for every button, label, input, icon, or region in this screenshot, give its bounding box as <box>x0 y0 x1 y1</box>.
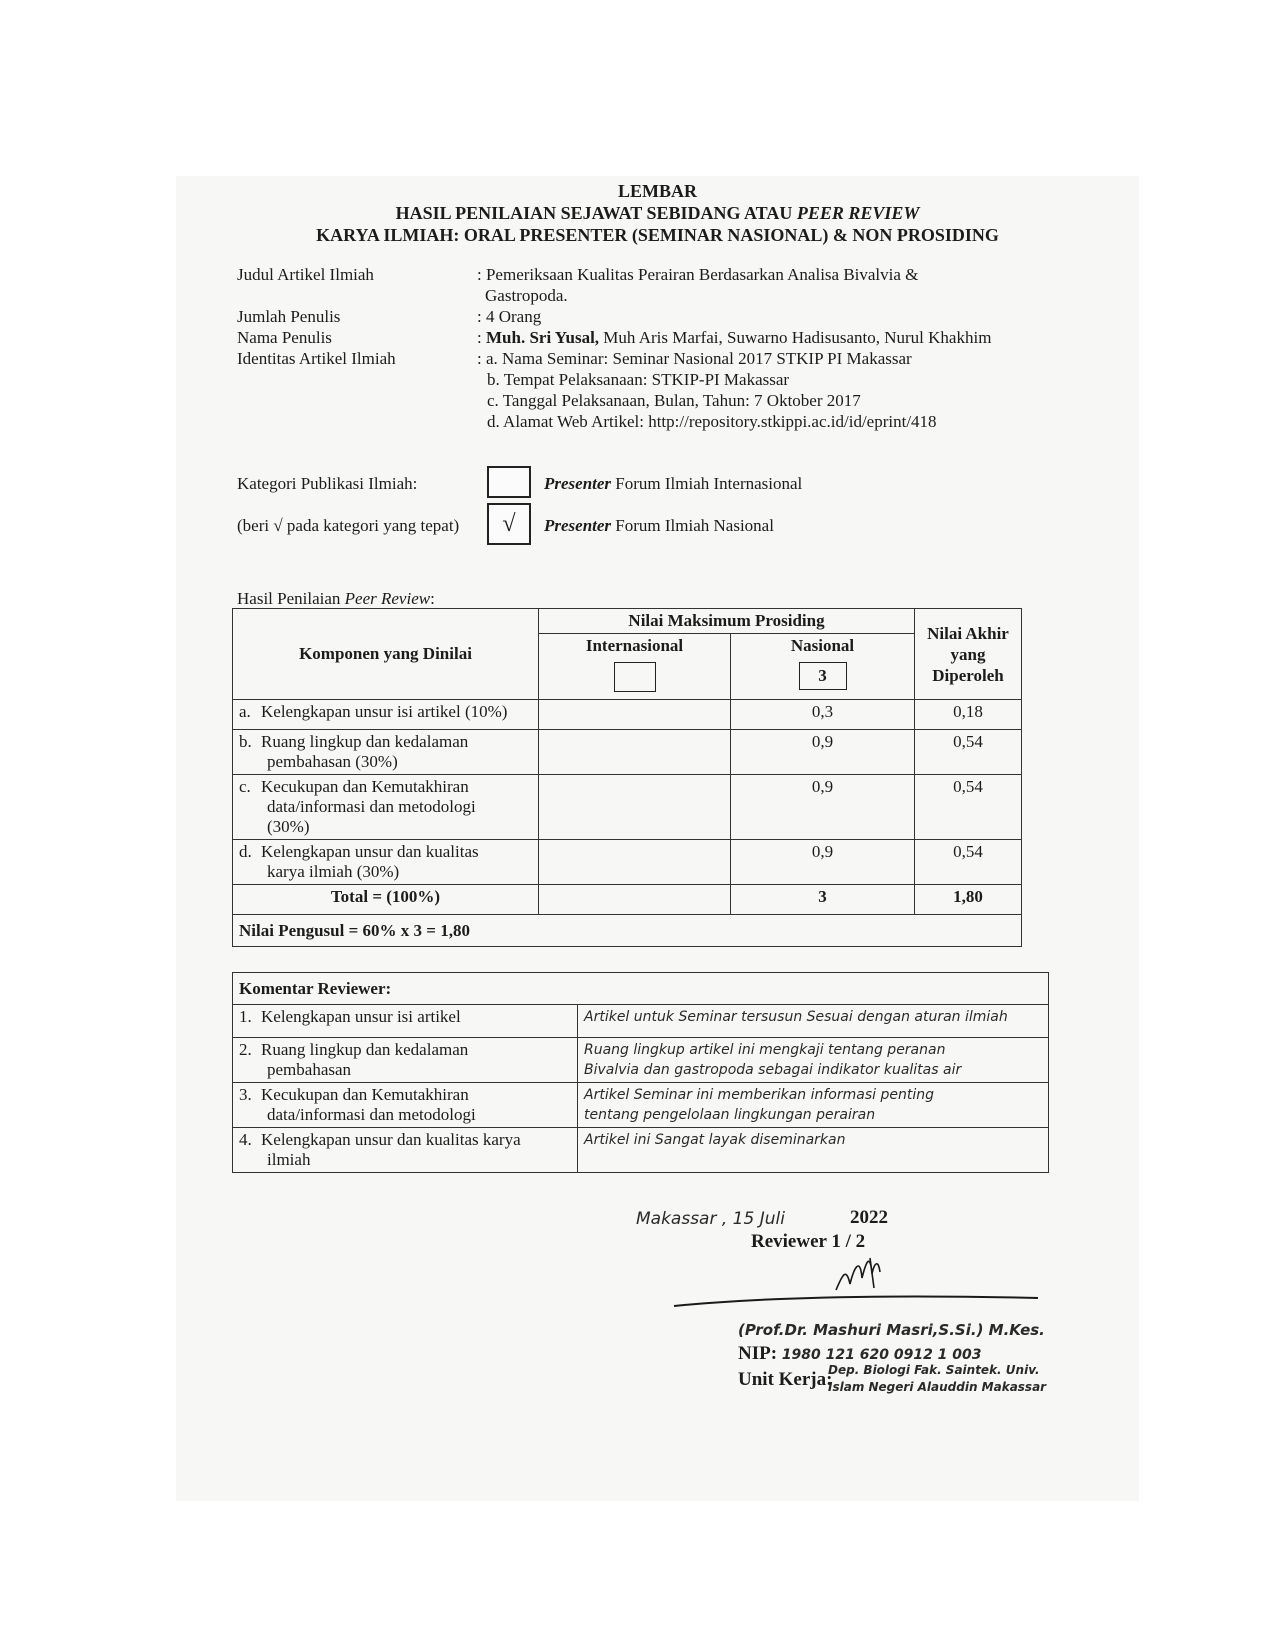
row-b-internasional <box>539 730 731 775</box>
kategori-option-international: Presenter Forum Ilmiah Internasional <box>544 474 803 493</box>
judul-label: Judul Artikel Ilmiah <box>237 265 374 284</box>
identitas-b: b. Tempat Pelaksanaan: STKIP-PI Makassar <box>487 370 790 389</box>
total-nasional: 3 <box>731 885 915 915</box>
head-nasional: Nasional 3 <box>731 634 915 700</box>
identitas-c: c. Tanggal Pelaksanaan, Bulan, Tahun: 7 Oktober 2017 <box>487 391 861 410</box>
row-b-akhir: 0,54 <box>915 730 1022 775</box>
komentar-1-handwritten: Artikel untuk Seminar tersusun Sesuai dengan aturan ilmiah <box>578 1005 1049 1038</box>
nilai-pengusul: Nilai Pengusul = 60% x 3 = 1,80 <box>233 915 1022 947</box>
komentar-4-handwritten: Artikel ini Sangat layak diseminarkan <box>578 1128 1049 1173</box>
internasional-score-box <box>614 662 656 692</box>
row-d-internasional <box>539 840 731 885</box>
row-c-nasional: 0,9 <box>731 775 915 840</box>
row-a-nasional: 0,3 <box>731 700 915 730</box>
komentar-3-handwritten: Artikel Seminar ini memberikan informasi penting tentang pengelolaan lingkungan perairan <box>578 1083 1049 1128</box>
reviewer-number: Reviewer 1 / 2 <box>751 1231 866 1252</box>
identitas-label: Identitas Artikel Ilmiah <box>237 349 396 368</box>
national-checkbox[interactable] <box>487 503 531 545</box>
row-d-nasional: 0,9 <box>731 840 915 885</box>
check-mark-icon: √ <box>502 511 516 537</box>
total-internasional <box>539 885 731 915</box>
row-c-internasional <box>539 775 731 840</box>
identitas-a: : a. Nama Seminar: Seminar Nasional 2017 STKIP PI Makassar <box>477 349 912 368</box>
reviewer-name-handwritten: (Prof.Dr. Mashuri Masri,S.Si.) M.Kes. <box>738 1321 1045 1339</box>
table-row <box>233 730 1022 775</box>
nama-label: Nama Penulis <box>237 328 332 347</box>
komentar-3-label: 3. Kecukupan dan Kemutakhiran data/informasi dan metodologi <box>233 1083 578 1128</box>
komentar-4-label: 4. Kelengkapan unsur dan kualitas karya ilmiah <box>233 1128 578 1173</box>
judul-value-line1: : Pemeriksaan Kualitas Perairan Berdasarkan Analisa Bivalvia & <box>477 265 919 284</box>
komentar-2-handwritten: Ruang lingkup artikel ini mengkaji tentang peranan Bivalvia dan gastropoda sebagai indikator kualitas air <box>578 1038 1049 1083</box>
table-row <box>233 1083 1049 1128</box>
header-category: KARYA ILMIAH: ORAL PRESENTER (SEMINAR NASIONAL) & NON PROSIDING <box>316 225 999 245</box>
place-date-handwritten: Makassar , 15 Juli <box>636 1209 785 1229</box>
header-title: LEMBAR <box>617 181 697 201</box>
assessment-table <box>232 608 1022 947</box>
signature-scribble <box>666 1244 1046 1316</box>
row-b-komponen: b. Ruang lingkup dan kedalaman pembahasan (30%) <box>233 730 539 775</box>
komentar-title: Komentar Reviewer: <box>233 973 1049 1005</box>
nip-row: NIP: 1980 121 620 0912 1 003 <box>738 1343 982 1364</box>
row-a-akhir: 0,18 <box>915 700 1022 730</box>
table-row <box>233 1128 1049 1173</box>
row-b-nasional: 0,9 <box>731 730 915 775</box>
row-d-akhir: 0,54 <box>915 840 1022 885</box>
unit-kerja-row: Unit Kerja: <box>738 1369 833 1390</box>
nama-value: : Muh. Sri Yusal, Muh Aris Marfai, Suwarno Hadisusanto, Nurul Khakhim <box>477 328 992 347</box>
kategori-option-national: Presenter Forum Ilmiah Nasional <box>544 516 774 535</box>
hasil-label: Hasil Penilaian Peer Review: <box>237 589 435 608</box>
table-row-pengusul <box>233 915 1022 947</box>
head-internasional: Internasional <box>539 634 731 700</box>
table-row <box>233 1038 1049 1083</box>
komentar-2-label: 2. Ruang lingkup dan kedalaman pembahasan <box>233 1038 578 1083</box>
table-row <box>233 700 1022 730</box>
kategori-label: Kategori Publikasi Ilmiah: <box>237 474 418 493</box>
table-row <box>233 1005 1049 1038</box>
document-page <box>176 176 1139 1501</box>
row-c-komponen: c. Kecukupan dan Kemutakhiran data/informasi dan metodologi (30%) <box>233 775 539 840</box>
judul-value-line2: Gastropoda. <box>485 286 568 305</box>
identitas-d: d. Alamat Web Artikel: http://repository.stkippi.ac.id/id/eprint/418 <box>487 412 937 431</box>
komentar-1-label: 1. Kelengkapan unsur isi artikel <box>233 1005 578 1038</box>
comment-table <box>232 972 1049 1173</box>
row-a-komponen: a. Kelengkapan unsur isi artikel (10%) <box>233 700 539 730</box>
table-row <box>233 775 1022 840</box>
head-nilai-maks: Nilai Maksimum Prosiding <box>539 609 915 634</box>
head-nilai-akhir: Nilai Akhir yang Diperoleh <box>915 609 1022 700</box>
table-row-total <box>233 885 1022 915</box>
total-akhir: 1,80 <box>915 885 1022 915</box>
international-checkbox[interactable] <box>487 466 531 498</box>
kategori-hint: (beri √ pada kategori yang tepat) <box>237 516 460 535</box>
jumlah-value: : 4 Orang <box>477 307 542 326</box>
signature-year: 2022 <box>850 1207 888 1228</box>
total-label: Total = (100%) <box>233 885 539 915</box>
unit-kerja-handwritten: Dep. Biologi Fak. Saintek. Univ. Islam Negeri Alauddin Makassar <box>828 1363 1047 1394</box>
row-d-komponen: d. Kelengkapan unsur dan kualitas karya ilmiah (30%) <box>233 840 539 885</box>
header-subtitle: HASIL PENILAIAN SEJAWAT SEBIDANG ATAU PEER REVIEW <box>395 203 920 223</box>
row-a-internasional <box>539 700 731 730</box>
head-komponen: Komponen yang Dinilai <box>233 609 539 700</box>
nasional-score-box: 3 <box>799 662 847 690</box>
table-row <box>233 840 1022 885</box>
row-c-akhir: 0,54 <box>915 775 1022 840</box>
jumlah-label: Jumlah Penulis <box>237 307 341 326</box>
